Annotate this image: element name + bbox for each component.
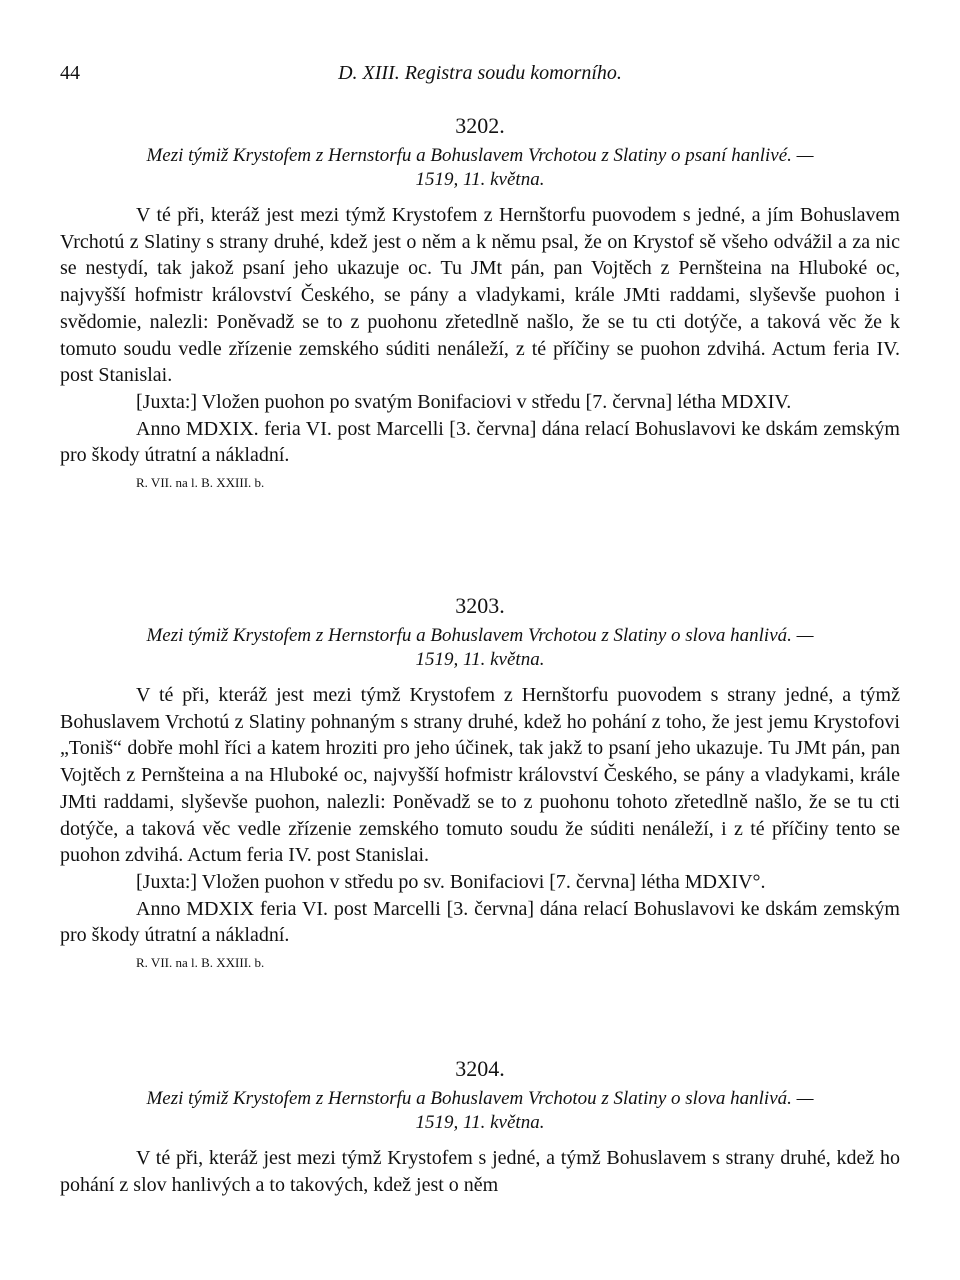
entry-number: 3203. [455,593,505,618]
entry-number: 3202. [455,113,505,138]
entry-3203 [60,592,900,973]
archival-note: R. VII. na l. B. XXIII. b. [136,475,265,491]
entry-heading: Mezi týmiž Krystofem z Hernstorfu a Bohuslavem Vrchotou z Slatiny o psaní hanlivé. — [146,145,814,166]
entry-3202 [60,112,900,493]
entry-paragraph: Anno MDXIX. feria VI. post Marcelli [3. června] dána relací Bohuslavovi ke dskám zemským pro škody útratní a nákladní. [60,417,900,467]
entry-paragraph: [Juxta:] Vložen puohon po svatým Bonifaciovi v středu [7. června] létha MDXIV. [136,390,792,413]
entry-paragraph: V té při, kteráž jest mezi týmž Krystofem z Hernštorfu puovodem s jedné, a jím Bohuslavem Vrchotú z Slatiny s strany druhé, kdež jest o něm a k němu psal, že on Krystof sě všeho odvážil a za nic se nestydí, tak jakož psaní jeho ukazuje oc. Tu JMt pán, pan Vojtěch z Pernšteina na Hluboké oc, najvyšší hofmistr království Českého, se pány a vladykami, králе JMti raddami, slyševše puohon i svědomie, nalezli: Poněvadž se to z puohonu zřetedlně našlo, že se tu cti dotýče, a taková věc že k tomuto soudu vedle zřízenie zemského súditi nenáleží, z té příčiny se puohon zdvihá. Actum feria IV. post Stanislai. [60,204,900,387]
entry-date: 1519, 11. května. [415,1112,545,1133]
entry-paragraph: V té při, kteráž jest mezi týmž Krystofem z Hernštorfu puovodem s strany jedné, a týmž Bohuslavem Vrchotú z Slatiny pohnaným s strany druhé, kdež ho pohání z toho, že jest jemu Krystofovi „Toniš“ dobře mohl říci a katem hroziti pro jeho účinek, tak jakž to psaní jeho ukazuje. Tu JMt pán, pan Vojtěch z Pernšteina a na Hluboké oc, najvyšší hofmistr království Českého, se pány a vladykami, krále JMti raddami, slyševše puohon, nalezli: Poněvadž se to z puohonu tohoto zřetedlně našlo, že se tu cti dotýče, a taková věc vedle zřízenie zemského tomuto soudu že súditi nenáleží, i z té příčiny tento se puohon zdvihá. Actum feria IV. post Stanislai. [60,684,900,867]
entry-heading: Mezi týmiž Krystofem z Hernstorfu a Bohuslavem Vrchotou z Slatiny o slova hanlivá. — [146,625,814,646]
entry-date: 1519, 11. května. [415,649,545,670]
entry-3204 [60,1055,900,1198]
entry-heading: Mezi týmiž Krystofem z Hernstorfu a Bohuslavem Vrchotou z Slatiny o slova hanlivá. — [146,1088,814,1109]
entry-paragraph: Anno MDXIX feria VI. post Marcelli [3. června] dána relací Bohuslavovi ke dskám zemským pro škody útratní a nákladní. [60,897,900,947]
running-title: D. XIII. Registra soudu komorního. [338,62,622,84]
running-header [60,62,900,88]
archival-note: R. VII. na l. B. XXIII. b. [136,955,265,971]
entry-paragraph: V té při, kteráž jest mezi týmž Krystofem s jedné, a týmž Bohuslavem s strany druhé, kdež ho pohání z slov hanlivých a to takových, kdež jest o něm [60,1147,900,1196]
entry-paragraph: [Juxta:] Vložen puohon v středu po sv. Bonifaciovi [7. června] létha MDXIV°. [136,870,766,893]
entry-number: 3204. [455,1056,505,1081]
entry-date: 1519, 11. května. [415,169,545,190]
page-number: 44 [60,62,80,84]
